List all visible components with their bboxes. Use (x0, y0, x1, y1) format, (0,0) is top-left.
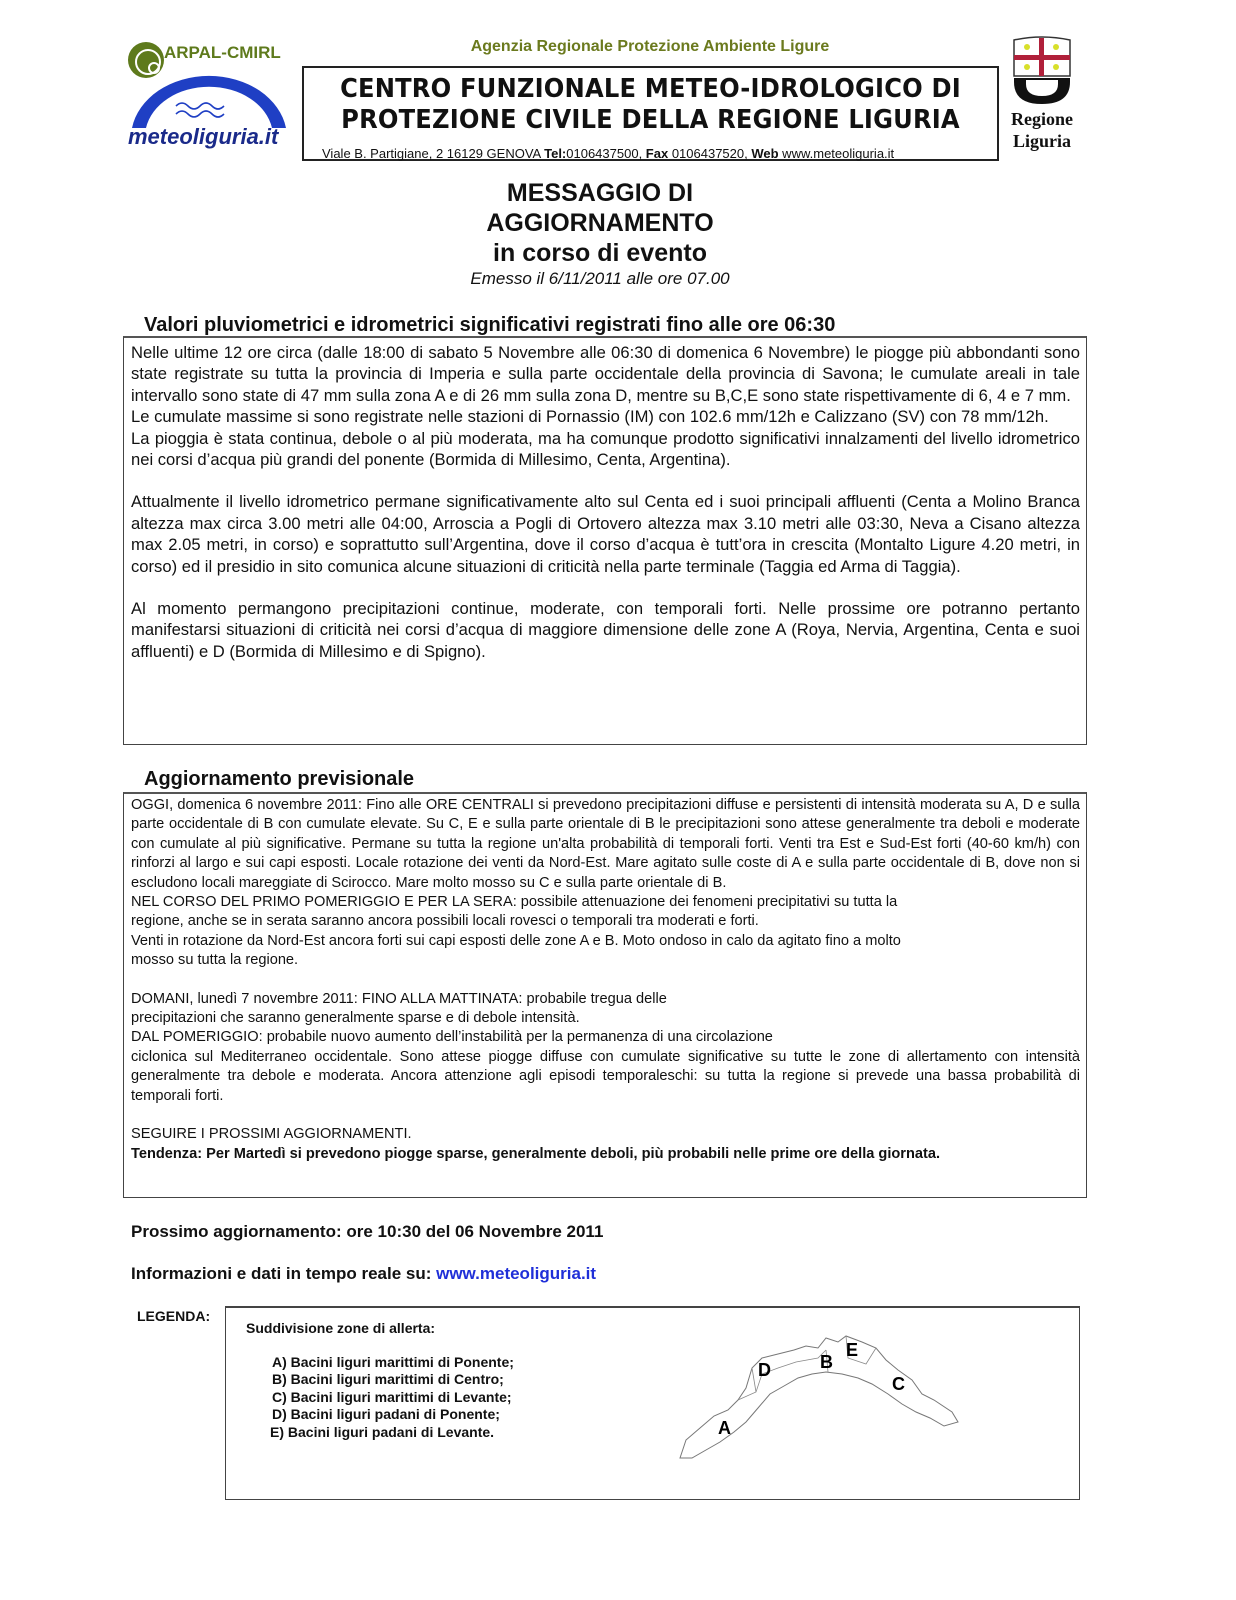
map-label-b: B (820, 1352, 833, 1372)
forecast-tomorrow-line: ciclonica sul Mediterraneo occidentale. Sono attese piogge diffuse con cumulate significative su tutte le zone di allertamento con intensità generalmente tra debole e moderata. Ancora attenzione agli episodi temporaleschi: su tutta la regione si prevede una bassa probabilità di temporali forti. (131, 1048, 1080, 1104)
forecast-afternoon-line: Venti in rotazione da Nord-Est ancora forti sui capi esposti delle zone A e B. Moto ondoso in calo da agitato fino a molto (131, 932, 901, 949)
svg-text:meteoliguria.it: meteoliguria.it (128, 124, 279, 149)
regione-liguria-name (1004, 108, 1080, 152)
observed-values-box (123, 336, 1087, 745)
meteoliguria-link[interactable]: www.meteoliguria.it (436, 1264, 597, 1283)
web-label: Web (751, 146, 779, 161)
legend-label: LEGENDA: (137, 1308, 211, 1324)
regione-shield-icon (1010, 36, 1074, 106)
regione-liguria-logo (1010, 36, 1074, 160)
legend-item: A) Bacini liguri marittimi di Ponente; (272, 1354, 514, 1370)
header-title-box (302, 66, 999, 161)
fax-label: Fax (645, 146, 669, 161)
forecast-afternoon-line: NEL CORSO DEL PRIMO POMERIGGIO E PER LA SERA: possibile attenuazione dei fenomeni precipitativi su tutta la (131, 894, 898, 911)
legend-item: C) Bacini liguri marittimi di Levante; (272, 1388, 512, 1405)
section-forecast-heading: Aggiornamento previsionale (144, 768, 415, 790)
title-line3: in corso di evento (493, 239, 707, 267)
legend-item: E) Bacini liguri padani di Levante. (270, 1423, 495, 1440)
paragraph: Le cumulate massime si sono registrate nelle stazioni di Pornassio (IM) con 102.6 mm/12h e Calizzano (SV) con 78 mm/12h. (131, 407, 1049, 427)
legend-title: Suddivisione zone di allerta: (246, 1320, 436, 1336)
fax-value: 0106437520, (668, 146, 752, 161)
forecast-today: OGGI, domenica 6 novembre 2011: Fino alle ORE CENTRALI si prevedono precipitazioni diffuse e persistenti di intensità moderata su A, D e sulla parte occidentale di B con cumulate elevate. Su C, E e sulla parte orientale di B le precipitazioni sono attese generalmente tra deboli e moderate con cumulate al più significative. Permane su tutta la regione un'alta probabilità di temporali forti. Venti tra Est e Sud-Est forti (40-60 km/h) con rinforzi al largo e sui capi esposti. Locale rotazione dei venti da Nord-Est. Mare agitato sulle coste di A e sulla parte occidentale di B, dove non si escludono locali mareggiate di Scirocco. Mare molto mosso su C e sulla parte orientale di B. (131, 797, 1080, 891)
center-title (328, 74, 972, 136)
legend-item: B) Bacini liguri marittimi di Centro; (272, 1371, 504, 1388)
next-update: Prossimo aggiornamento: ore 10:30 del 06 Novembre 2011 (131, 1222, 604, 1241)
address-text: Viale B. Partigiane, 2 16129 GENOVA (322, 146, 545, 161)
forecast-box (123, 792, 1087, 1198)
legend-box (225, 1306, 1080, 1500)
follow-updates: SEGUIRE I PROSSIMI AGGIORNAMENTI. (131, 1126, 412, 1143)
regione-line2: Liguria (1012, 131, 1071, 151)
paragraph: La pioggia è stata continua, debole o al più moderata, ma ha comunque prodotto significativi innalzamenti del livello idrometrico nei corsi d’acqua più grandi del ponente (Bormida di Millesimo, Centa, Argentina). (131, 428, 1080, 470)
paragraph: Nelle ultime 12 ore circa (dalle 18:00 di sabato 5 Novembre alle 06:30 di domenica 6 Novembre) le piogge più abbondanti sono state registrate su tutta la provincia di Imperia e sulla parte occidentale della provincia di Savona; le cumulate areali in tale intervallo sono state di 47 mm sulla zona A e di 26 mm sulla zona D, mentre su B,C,E sono state rispettivamente di 6, 4 e 7 mm. (131, 343, 1080, 405)
document-title (400, 178, 800, 268)
title-line1: MESSAGGIO DI (506, 179, 694, 207)
title-line2: AGGIORNAMENTO (486, 209, 714, 237)
emission-date: Emesso il 6/11/2011 alle ore 07.00 (470, 269, 730, 288)
section-observed-values-heading: Valori pluviometrici e idrometrici significativi registrati fino alle ore 06:30 (144, 314, 836, 336)
tel-value: 0106437500, (566, 146, 646, 161)
forecast-tomorrow-line: precipitazioni che saranno generalmente sparse e di debole intensità. (131, 1010, 580, 1027)
arpal-logo-icon (124, 40, 292, 152)
trend: Tendenza: Per Martedì si prevedono piogge sparse, generalmente deboli, più probabili nelle prime ore della giornata. (131, 1145, 941, 1162)
web-value: www.meteoliguria.it (778, 146, 895, 161)
regione-line1: Regione (1011, 109, 1073, 129)
paragraph: Al momento permangono precipitazioni continue, moderate, con temporali forti. Nelle prossime ore potranno pertanto manifestarsi situazioni di criticità nei corsi d’acqua di maggiore dimensione delle zone A (Roya, Nervia, Argentina, Centa e suoi affluenti) e D (Bormida di Millesimo e di Spigno). (131, 599, 1080, 661)
paragraph: Attualmente il livello idrometrico permane significativamente alto sul Centa ed i suoi principali affluenti (Centa a Molino Branca altezza max circa 3.00 metri alle 04:00, Arroscia a Pogli di Ortovero altezza max 3.10 metri alle 03:30, Neva a Cisano altezza max 2.05 metri, in corso) e soprattutto sull’Argentina, dove il corso d’acqua è tutt’ora in crescita (Montalto Ligure 4.20 metri, in corso) ed il presidio in sito comunica alcune situazioni di criticità nella parte terminale (Taggia ed Arma di Taggia). (131, 492, 1080, 576)
map-label-d: D (758, 1360, 771, 1380)
info-label: Informazioni e dati in tempo reale su: (131, 1264, 437, 1283)
tel-label: Tel: (544, 146, 567, 161)
realtime-info (131, 1264, 596, 1284)
liguria-zones-map (666, 1318, 966, 1468)
arpal-logo (124, 40, 292, 152)
forecast-afternoon-line: regione, anche se in serata saranno ancora possibili locali rovesci o temporali tra moderati e forti. (131, 913, 759, 930)
center-title-line2: PROTEZIONE CIVILE DELLA REGIONE LIGURIA (341, 105, 960, 135)
legend-list (272, 1354, 514, 1441)
svg-text:ARPAL-CMIRL: ARPAL-CMIRL (164, 43, 281, 62)
map-label-e: E (846, 1340, 859, 1360)
agency-name: Agenzia Regionale Protezione Ambiente Ligure (470, 38, 830, 55)
forecast-tomorrow-line: DAL POMERIGGIO: probabile nuovo aumento dell’instabilità per la permanenza di una circolazione (131, 1029, 773, 1046)
map-label-c: C (892, 1374, 905, 1394)
map-label-a: A (718, 1418, 731, 1438)
forecast-afternoon-line: mosso su tutta la regione. (131, 952, 299, 969)
contact-address (322, 146, 991, 161)
legend-item: D) Bacini liguri padani di Ponente; (272, 1406, 500, 1423)
forecast-tomorrow-line: DOMANI, lunedì 7 novembre 2011: FINO ALLA MATTINATA: probabile tregua delle (131, 990, 667, 1007)
center-title-line1: CENTRO FUNZIONALE METEO-IDROLOGICO DI (340, 74, 961, 104)
